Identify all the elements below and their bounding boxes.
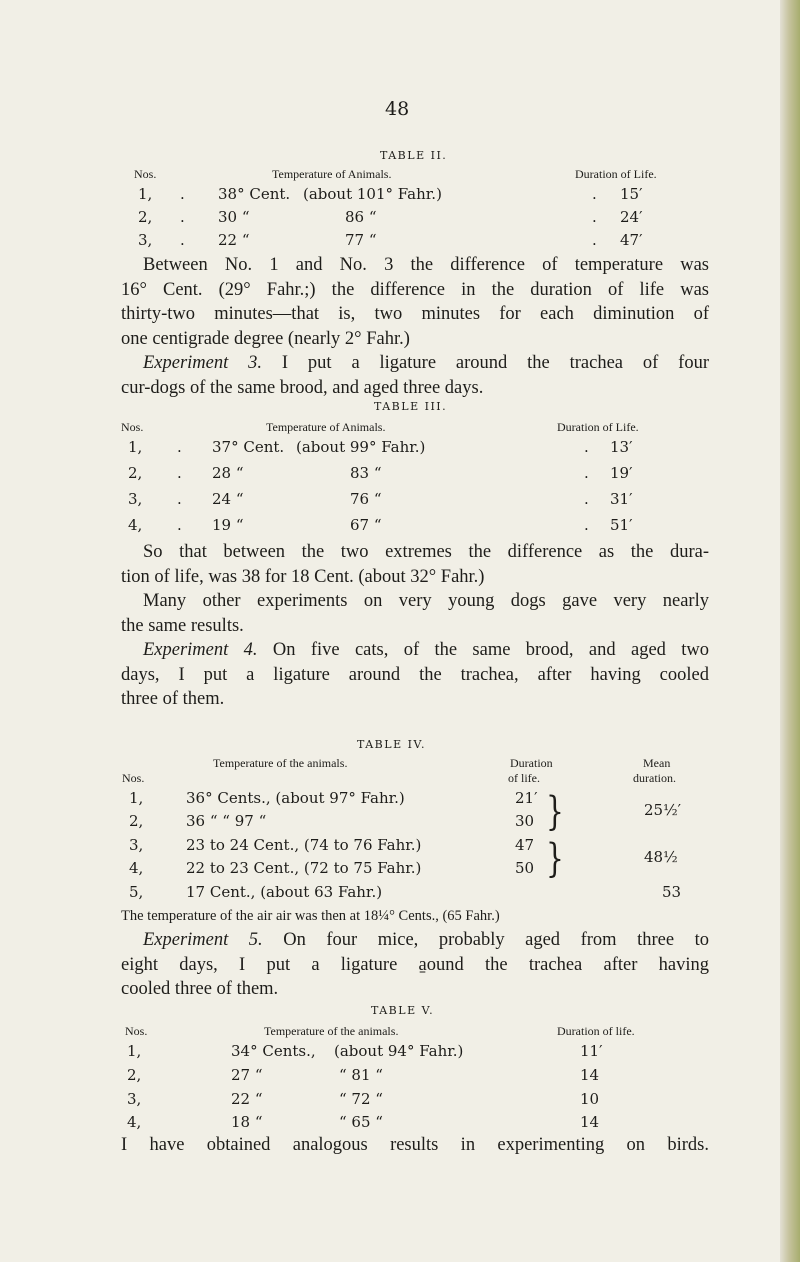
- table-4-header-duration: Duration: [510, 756, 553, 770]
- paragraph-temperature-difference: Between No. 1 and No. 3 the difference of temperature was 16° Cent. (29° Fahr.;) the difference in the duration of life was thirty-two minutes—that is, two minutes for each diminution of one centigrade degree (nearly 2° Fahr.) Experiment 3. I put a ligature around the trachea of four cur-dogs of the same brood, and aged three days.: [121, 255, 709, 398]
- table-4-note: The temperature of the air air was then at 18¼° Cents., (65 Fahr.): [121, 908, 500, 924]
- table-2-header-duration: Duration of Life.: [575, 167, 657, 181]
- brace-rows-3-4: }: [546, 835, 564, 882]
- closing-sentence: I have obtained analogous results in experimenting on birds.: [121, 1135, 709, 1155]
- experiment-4: Experiment 4. On five cats, of the same brood, and aged two: [143, 640, 710, 660]
- table-4-header-mean-duration: duration.: [633, 771, 676, 785]
- experiment-3: Experiment 3. I put a ligature around the trachea of four: [143, 353, 709, 373]
- experiment-5: Experiment 5. On four mice, probably aged from three to eight days, I put a ligature a̱ound the trachea after having cooled three of them.: [121, 930, 709, 999]
- table-2-header-nos: Nos.: [134, 167, 157, 181]
- page-edge: [780, 0, 800, 1262]
- table-5-header-temperature: Temperature of the animals.: [264, 1024, 399, 1038]
- table-3-title: TABLE III.: [374, 400, 448, 413]
- table-3-header-temperature: Temperature of Animals.: [266, 420, 386, 434]
- table-4-header-temperature: Temperature of the animals.: [213, 756, 348, 770]
- table-5-header-duration: Duration of life.: [557, 1024, 635, 1038]
- page-number: 48: [385, 98, 410, 120]
- table-2-header-temperature: Temperature of Animals.: [272, 167, 392, 181]
- brace-rows-1-2: }: [546, 788, 564, 835]
- table-5-title: TABLE V.: [371, 1004, 435, 1017]
- table-4-header-mean: Mean: [643, 756, 671, 770]
- paragraph-results: So that between the two extremes the difference as the dura- tion of life, was 38 for 18 Cent. (about 32° Fahr.) Many other experiments on very young dogs gave very nearly the same results. Experiment 4. On five cats, of the same brood, and aged two days, I put a ligature around the trachea, after having cooled three of them.: [121, 542, 710, 709]
- table-4-header-nos: Nos.: [122, 771, 145, 785]
- table-3-header-duration: Duration of Life.: [557, 420, 639, 434]
- table-4-title: TABLE IV.: [357, 738, 426, 751]
- table-4-header-of-life: of life.: [508, 771, 540, 785]
- table-2-title: TABLE II.: [380, 149, 448, 162]
- table-3-header-nos: Nos.: [121, 420, 144, 434]
- table-5-header-nos: Nos.: [125, 1024, 148, 1038]
